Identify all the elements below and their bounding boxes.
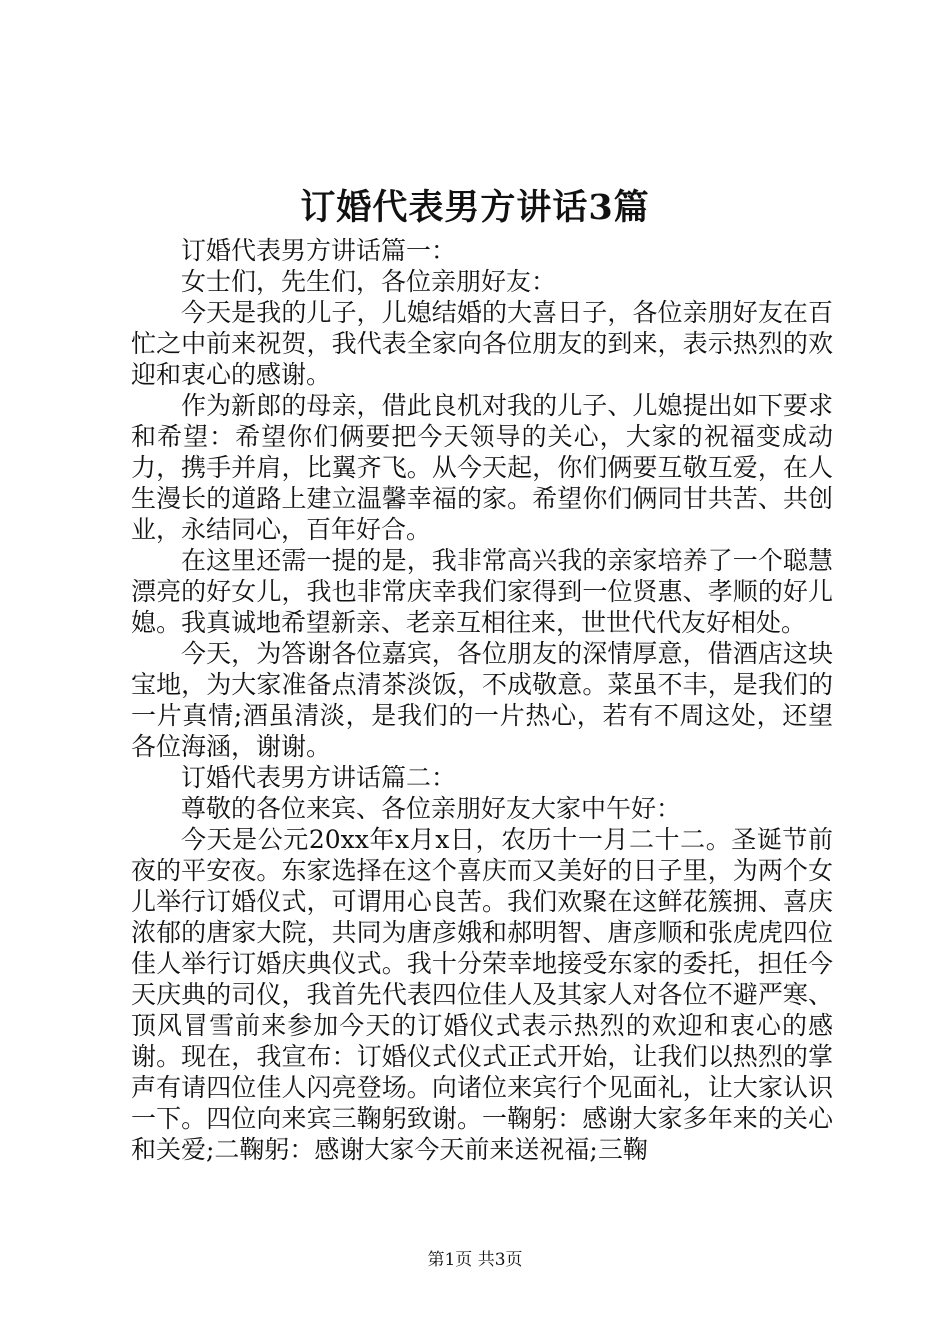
salutation-1: 女士们，先生们，各位亲朋好友：: [181, 267, 557, 296]
salutation-2: 尊敬的各位来宾、各位亲朋好友大家中午好：: [181, 794, 682, 823]
document-title: 订婚代表男方讲话3篇: [300, 187, 650, 228]
paragraph: 今天是我的儿子，儿媳结婚的大喜日子，各位亲朋好友在百忙之中前来祝贺，我代表全家向各位朋友的到来，表示热烈的欢迎和衷心的感谢。: [131, 298, 833, 389]
page-footer: 第1页 共3页: [427, 1250, 523, 1270]
paragraph: 今天是公元20xx年x月x日，农历十一月二十二。圣诞节前夜的平安夜。东家选择在这个喜庆而又美好的日子里，为两个女儿举行订婚仪式，可谓用心良苦。我们欢聚在这鲜花簇拥、喜庆浓郁的唐家大院，共同为唐彦娥和郝明智、唐彦顺和张虎虎四位佳人举行订婚庆典仪式。我十分荣幸地接受东家的委托，担任今天庆典的司仪，我首先代表四位佳人及其家人对各位不避严寒、顶风冒雪前来参加今天的订婚仪式表示热烈的欢迎和衷心的感谢。现在，我宣布：订婚仪式仪式正式开始，让我们以热烈的掌声有请四位佳人闪亮登场。向诸位来宾行个见面礼，让大家认识一下。四位向来宾三鞠躬致谢。一鞠躬：感谢大家多年来的关心和关爱;二鞠躬：感谢大家今天前来送祝福;三鞠: [131, 825, 833, 1164]
paragraph: 今天，为答谢各位嘉宾，各位朋友的深情厚意，借酒店这块宝地，为大家准备点清茶淡饭，不成敬意。菜虽不丰，是我们的一片真情;酒虽清淡，是我们的一片热心，若有不周这处，还望各位海涵，谢谢。: [131, 639, 833, 761]
paragraph: 作为新郎的母亲，借此良机对我的儿子、儿媳提出如下要求和希望：希望你们俩要把今天领导的关心，大家的祝福变成动力，携手并肩，比翼齐飞。从今天起，你们俩要互敬互爱，在人生漫长的道路上建立温馨幸福的家。希望你们俩同甘共苦、共创业，永结同心，百年好合。: [131, 391, 833, 544]
section-heading-2: 订婚代表男方讲话篇二：: [181, 763, 457, 792]
paragraph: 在这里还需一提的是，我非常高兴我的亲家培养了一个聪慧漂亮的好女儿，我也非常庆幸我们家得到一位贤惠、孝顺的好儿媳。我真诚地希望新亲、老亲互相往来，世世代代友好相处。: [131, 546, 833, 637]
section-heading-1: 订婚代表男方讲话篇一：: [181, 236, 457, 265]
document-body: [131, 235, 833, 1165]
